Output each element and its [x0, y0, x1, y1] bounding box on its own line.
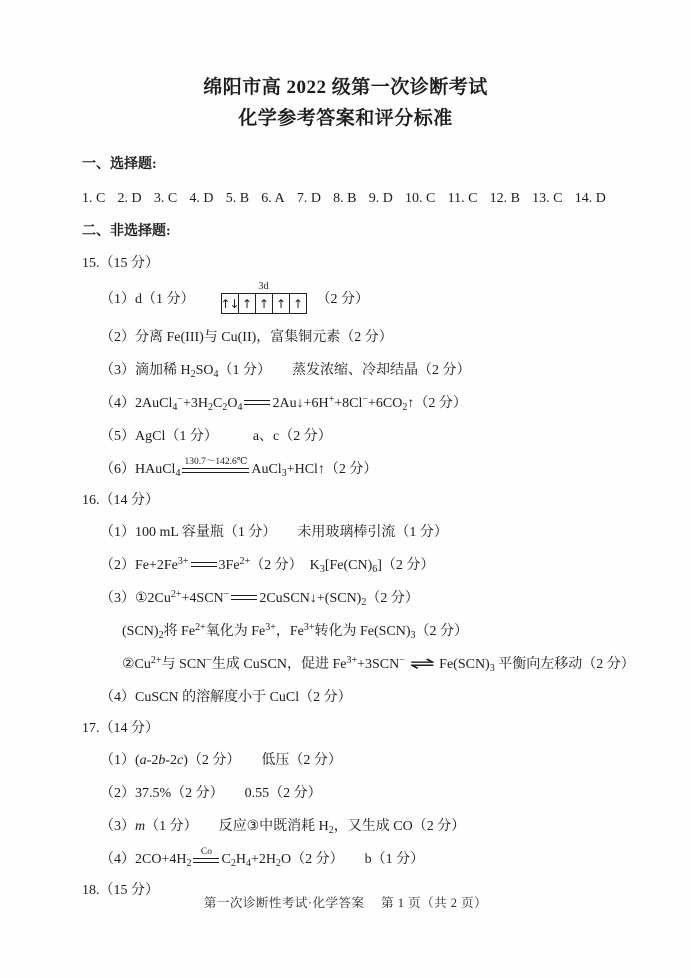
italic-text: b: [158, 753, 166, 768]
subscript: 3: [410, 630, 416, 641]
text: （3）: [100, 819, 135, 834]
text: 17.（14 分）: [82, 721, 159, 736]
superscript: −: [177, 394, 183, 405]
equilibrium-arrow: ⇌: [409, 654, 435, 674]
orbital-box: ↑: [272, 293, 290, 314]
choice-answer: 14. D: [574, 191, 606, 206]
text: O: [227, 396, 238, 411]
superscript: 3+: [265, 622, 276, 633]
text: (SCN): [122, 624, 159, 639]
text: H: [235, 852, 246, 867]
double-line: [182, 468, 249, 473]
orbital-box: ↑↓: [221, 293, 239, 314]
reaction-condition-label: Co: [200, 846, 213, 857]
choice-answer: 12. B: [489, 191, 520, 206]
text: （1）(: [100, 753, 140, 768]
text: ]（2 分）: [377, 558, 435, 573]
answer-line: [0, 744, 691, 777]
choice-answer: 7. D: [296, 191, 321, 206]
subscript: 2: [328, 825, 334, 836]
text: )（2 分） 低压（2 分）: [183, 753, 342, 768]
document-title-line2: 化学参考答案和评分标准: [238, 108, 453, 129]
question-number-line: [0, 249, 691, 279]
reaction-equals-sign: [182, 457, 249, 473]
text: O（2 分） b（1 分）: [280, 852, 425, 867]
text: ↑（2 分）: [407, 396, 467, 411]
answer-line: [0, 453, 691, 486]
text: ，Fe: [275, 624, 304, 639]
superscript: 2+: [239, 556, 251, 567]
italic-text: m: [135, 819, 146, 834]
text: -2: [146, 753, 159, 768]
text: +HCl↑（2 分）: [286, 462, 378, 477]
subscript: 2: [222, 402, 228, 413]
text: +3H: [182, 396, 208, 411]
question-number-line: [0, 714, 691, 744]
subscript: 2: [361, 597, 367, 608]
choice-answer: 8. B: [333, 191, 357, 206]
text: （3）①2Cu: [100, 591, 171, 606]
subscript: 4: [213, 369, 219, 380]
choice-section-heading: 一、选择题:: [82, 157, 157, 172]
answer-line: [0, 549, 691, 582]
italic-text: c: [177, 753, 184, 768]
subscript: 6: [372, 564, 378, 575]
subscript: 2: [402, 402, 408, 413]
choice-answer: 2. D: [117, 191, 142, 206]
superscript: 3+: [303, 622, 315, 633]
subscript: 2: [208, 402, 213, 413]
text: （4）2CO+4H: [100, 852, 187, 867]
orbital-box: ↑: [289, 293, 307, 314]
subscript: 4: [237, 402, 243, 413]
superscript: 2+: [170, 589, 182, 600]
text: （2）分离 Fe(III)与 Cu(II)，富集铜元素（2 分）: [100, 330, 393, 345]
orbital-box: ↑: [255, 293, 273, 314]
text: （2）Fe+2Fe: [100, 558, 178, 573]
answer-line: [0, 354, 691, 387]
answer-line: [0, 279, 691, 321]
double-line: [193, 858, 219, 863]
text: （3）滴加稀 H: [100, 363, 191, 378]
choice-answer: 5. B: [225, 191, 250, 206]
double-line: [231, 595, 257, 600]
text: （1 分） 蒸发浓缩、冷却结晶（2 分）: [218, 363, 471, 378]
text: C: [213, 396, 223, 411]
double-line: [191, 562, 217, 567]
superscript: −: [223, 589, 230, 600]
text: 生成 CuSCN，促进 Fe: [211, 657, 347, 672]
choice-answer: 3. C: [153, 191, 178, 206]
choice-answer: 10. C: [405, 191, 436, 206]
text: （2 分） K: [250, 558, 320, 573]
answer-line: [0, 387, 691, 420]
text: 16.（14 分）: [82, 493, 159, 508]
document-title-block: [0, 0, 691, 134]
text: +2H: [250, 852, 276, 867]
text: （2 分）: [316, 292, 369, 307]
double-line: [244, 400, 270, 405]
text: （2 分）: [366, 591, 419, 606]
superscript: −: [362, 394, 368, 405]
text: 18.（15 分）: [82, 883, 159, 898]
text: -2: [165, 753, 178, 768]
subscript: 3: [281, 468, 287, 479]
text: SO: [195, 363, 214, 378]
subscript: 4: [245, 858, 251, 869]
text: 与 SCN: [161, 657, 207, 672]
answer-line: [0, 777, 691, 810]
text: （4）CuSCN 的溶解度小于 CuCl（2 分）: [100, 690, 352, 705]
answer-line: [0, 582, 691, 615]
answer-line: [0, 516, 691, 549]
document-title-line1: 绵阳市高 2022 级第一次诊断考试: [203, 77, 488, 98]
answer-line: [0, 843, 691, 876]
answer-line: [0, 648, 691, 681]
text: 2Au↓+6H: [272, 396, 329, 411]
text: （4）2AuCl: [100, 396, 173, 411]
text: （1 分） 反应③中既消耗 H: [145, 819, 329, 834]
text: Fe(SCN): [439, 657, 490, 672]
subscript: 3: [489, 663, 495, 674]
text: 15.（15 分）: [82, 256, 159, 271]
italic-text: a: [139, 753, 147, 768]
answer-line: [0, 615, 691, 648]
subscript: 2: [158, 630, 164, 641]
text: （2 分）: [415, 624, 469, 639]
text: [Fe(CN): [324, 558, 373, 573]
superscript: 2+: [195, 622, 206, 633]
answer-line: [0, 420, 691, 453]
text: 氧化为 Fe: [205, 624, 266, 639]
text: 转化为 Fe(SCN): [314, 624, 411, 639]
choice-answer: 13. C: [532, 191, 563, 206]
choice-answer: 9. D: [368, 191, 393, 206]
text: 3Fe: [218, 558, 240, 573]
reaction-equals-sign: [193, 847, 219, 863]
answer-line: [0, 681, 691, 714]
subscript: 4: [172, 402, 178, 413]
choice-answer: 1. C: [82, 191, 106, 206]
text: （1）100 mL 容量瓶（1 分） 未用玻璃棒引流（1 分）: [100, 525, 448, 540]
orbital-diagram: [221, 281, 307, 314]
choice-answer: 4. D: [189, 191, 214, 206]
text: +8Cl: [334, 396, 363, 411]
superscript: −: [399, 655, 405, 666]
choice-answers-row: [82, 182, 606, 215]
section-heading: [0, 215, 691, 249]
orbital-label: 3d: [258, 281, 269, 293]
text: （5）AgCl（1 分） a、c（2 分）: [100, 429, 332, 444]
document-content: [0, 148, 691, 906]
reaction-equals-sign: [231, 595, 257, 600]
page-footer: 第一次诊断性考试·化学答案 第 1 页（共 2 页）: [203, 896, 488, 910]
text: AuCl: [251, 462, 282, 477]
orbital-boxes: [221, 293, 307, 314]
question-number-line: [0, 486, 691, 516]
text: 2CuSCN↓+(SCN): [259, 591, 362, 606]
superscript: +: [328, 394, 335, 405]
subscript: 4: [175, 468, 181, 479]
reaction-equals-sign: [191, 562, 217, 567]
answer-lines: [0, 215, 691, 906]
text: （2）37.5%（2 分） 0.55（2 分）: [100, 786, 322, 801]
subscript: 2: [275, 858, 281, 869]
text: +4SCN: [181, 591, 224, 606]
text: +3SCN: [357, 657, 400, 672]
text: 二、非选择题:: [82, 224, 171, 239]
orbital-box: ↑: [238, 293, 256, 314]
answer-line: [0, 810, 691, 843]
text: C: [221, 852, 231, 867]
subscript: 2: [190, 369, 196, 380]
reaction-condition-label: 130.7～142.6℃: [184, 456, 248, 467]
text: 平衡向左移动（2 分）: [494, 657, 635, 672]
subscript: 2: [186, 858, 192, 869]
choice-answer: 11. C: [447, 191, 478, 206]
superscript: −: [206, 655, 212, 666]
text: ，又生成 CO（2 分）: [333, 819, 466, 834]
text: （6）HAuCl: [100, 462, 176, 477]
answer-line: [0, 321, 691, 354]
superscript: 3+: [346, 655, 358, 666]
text: 将 Fe: [163, 624, 196, 639]
superscript: 2+: [150, 655, 162, 666]
subscript: 2: [230, 858, 236, 869]
superscript: 3+: [177, 556, 189, 567]
subscript: 3: [319, 564, 325, 575]
text: ②Cu: [122, 657, 151, 672]
text: （1）d（1 分）: [100, 292, 195, 307]
reaction-equals-sign: [244, 400, 270, 405]
text: +6CO: [368, 396, 403, 411]
choice-answer: 6. A: [261, 191, 285, 206]
